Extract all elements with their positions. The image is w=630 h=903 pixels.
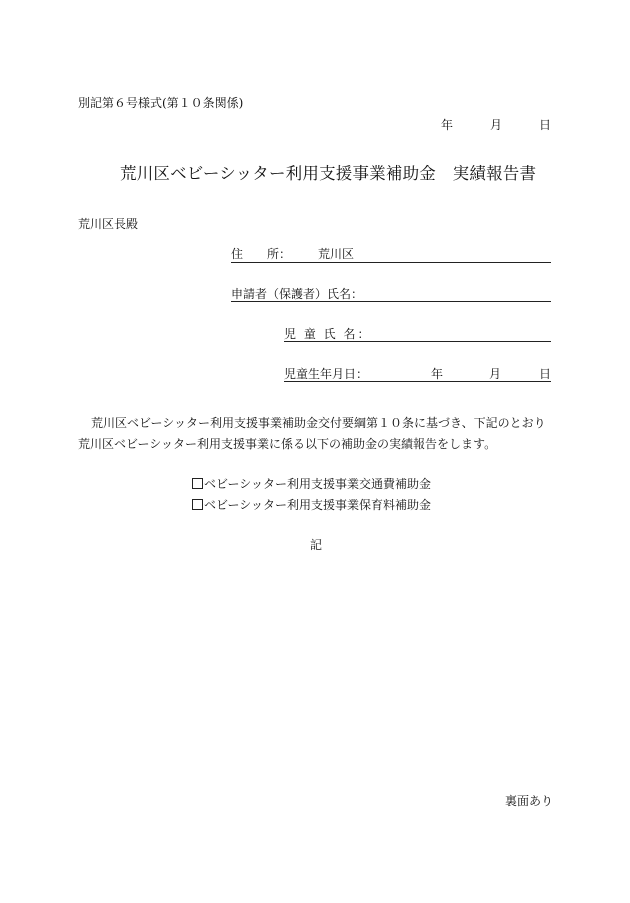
applicant-label: 申請者（保護者）氏名： (231, 287, 364, 301)
date-day-label: 日 (539, 118, 552, 132)
document-title: 荒川区ベビーシッター利用支援事業補助金 実績報告書 (120, 164, 537, 183)
address-label: 住 所： (231, 247, 292, 261)
child-birth-field[interactable] (284, 381, 551, 382)
option-label: ベビーシッター利用支援事業保育料補助金 (204, 498, 432, 512)
birth-month-label: 月 (489, 367, 502, 381)
option-label: ベビーシッター利用支援事業交通費補助金 (204, 477, 432, 491)
option-transport-subsidy[interactable] (192, 478, 431, 490)
birth-day-label: 日 (539, 367, 552, 381)
child-birth-label: 児童生年月日： (284, 367, 369, 381)
form-number: 別記第６号様式(第１０条関係) (78, 96, 244, 110)
date-year-label: 年 (441, 118, 454, 132)
address-underline (231, 262, 551, 263)
body-line-2: 荒川区ベビーシッター利用支援事業に係る以下の補助金の実績報告をします。 (78, 437, 497, 451)
option-childcare-subsidy[interactable] (192, 499, 431, 511)
child-name-label: 児 童 氏 名： (284, 327, 372, 341)
applicant-name-field[interactable] (231, 301, 551, 302)
ki-heading: 記 (310, 538, 323, 552)
child-name-field[interactable] (284, 341, 551, 342)
checkbox-icon[interactable] (192, 499, 203, 510)
date-month-label: 月 (490, 118, 503, 132)
footer-note: 裏面あり (505, 794, 554, 808)
address-value[interactable]: 荒川区 (318, 247, 355, 261)
body-line-1: 荒川区ベビーシッター利用支援事業補助金交付要綱第１０条に基づき、下記のとおり (91, 416, 546, 430)
checkbox-icon[interactable] (192, 478, 203, 489)
birth-year-label: 年 (431, 367, 444, 381)
addressee: 荒川区長殿 (78, 217, 139, 231)
